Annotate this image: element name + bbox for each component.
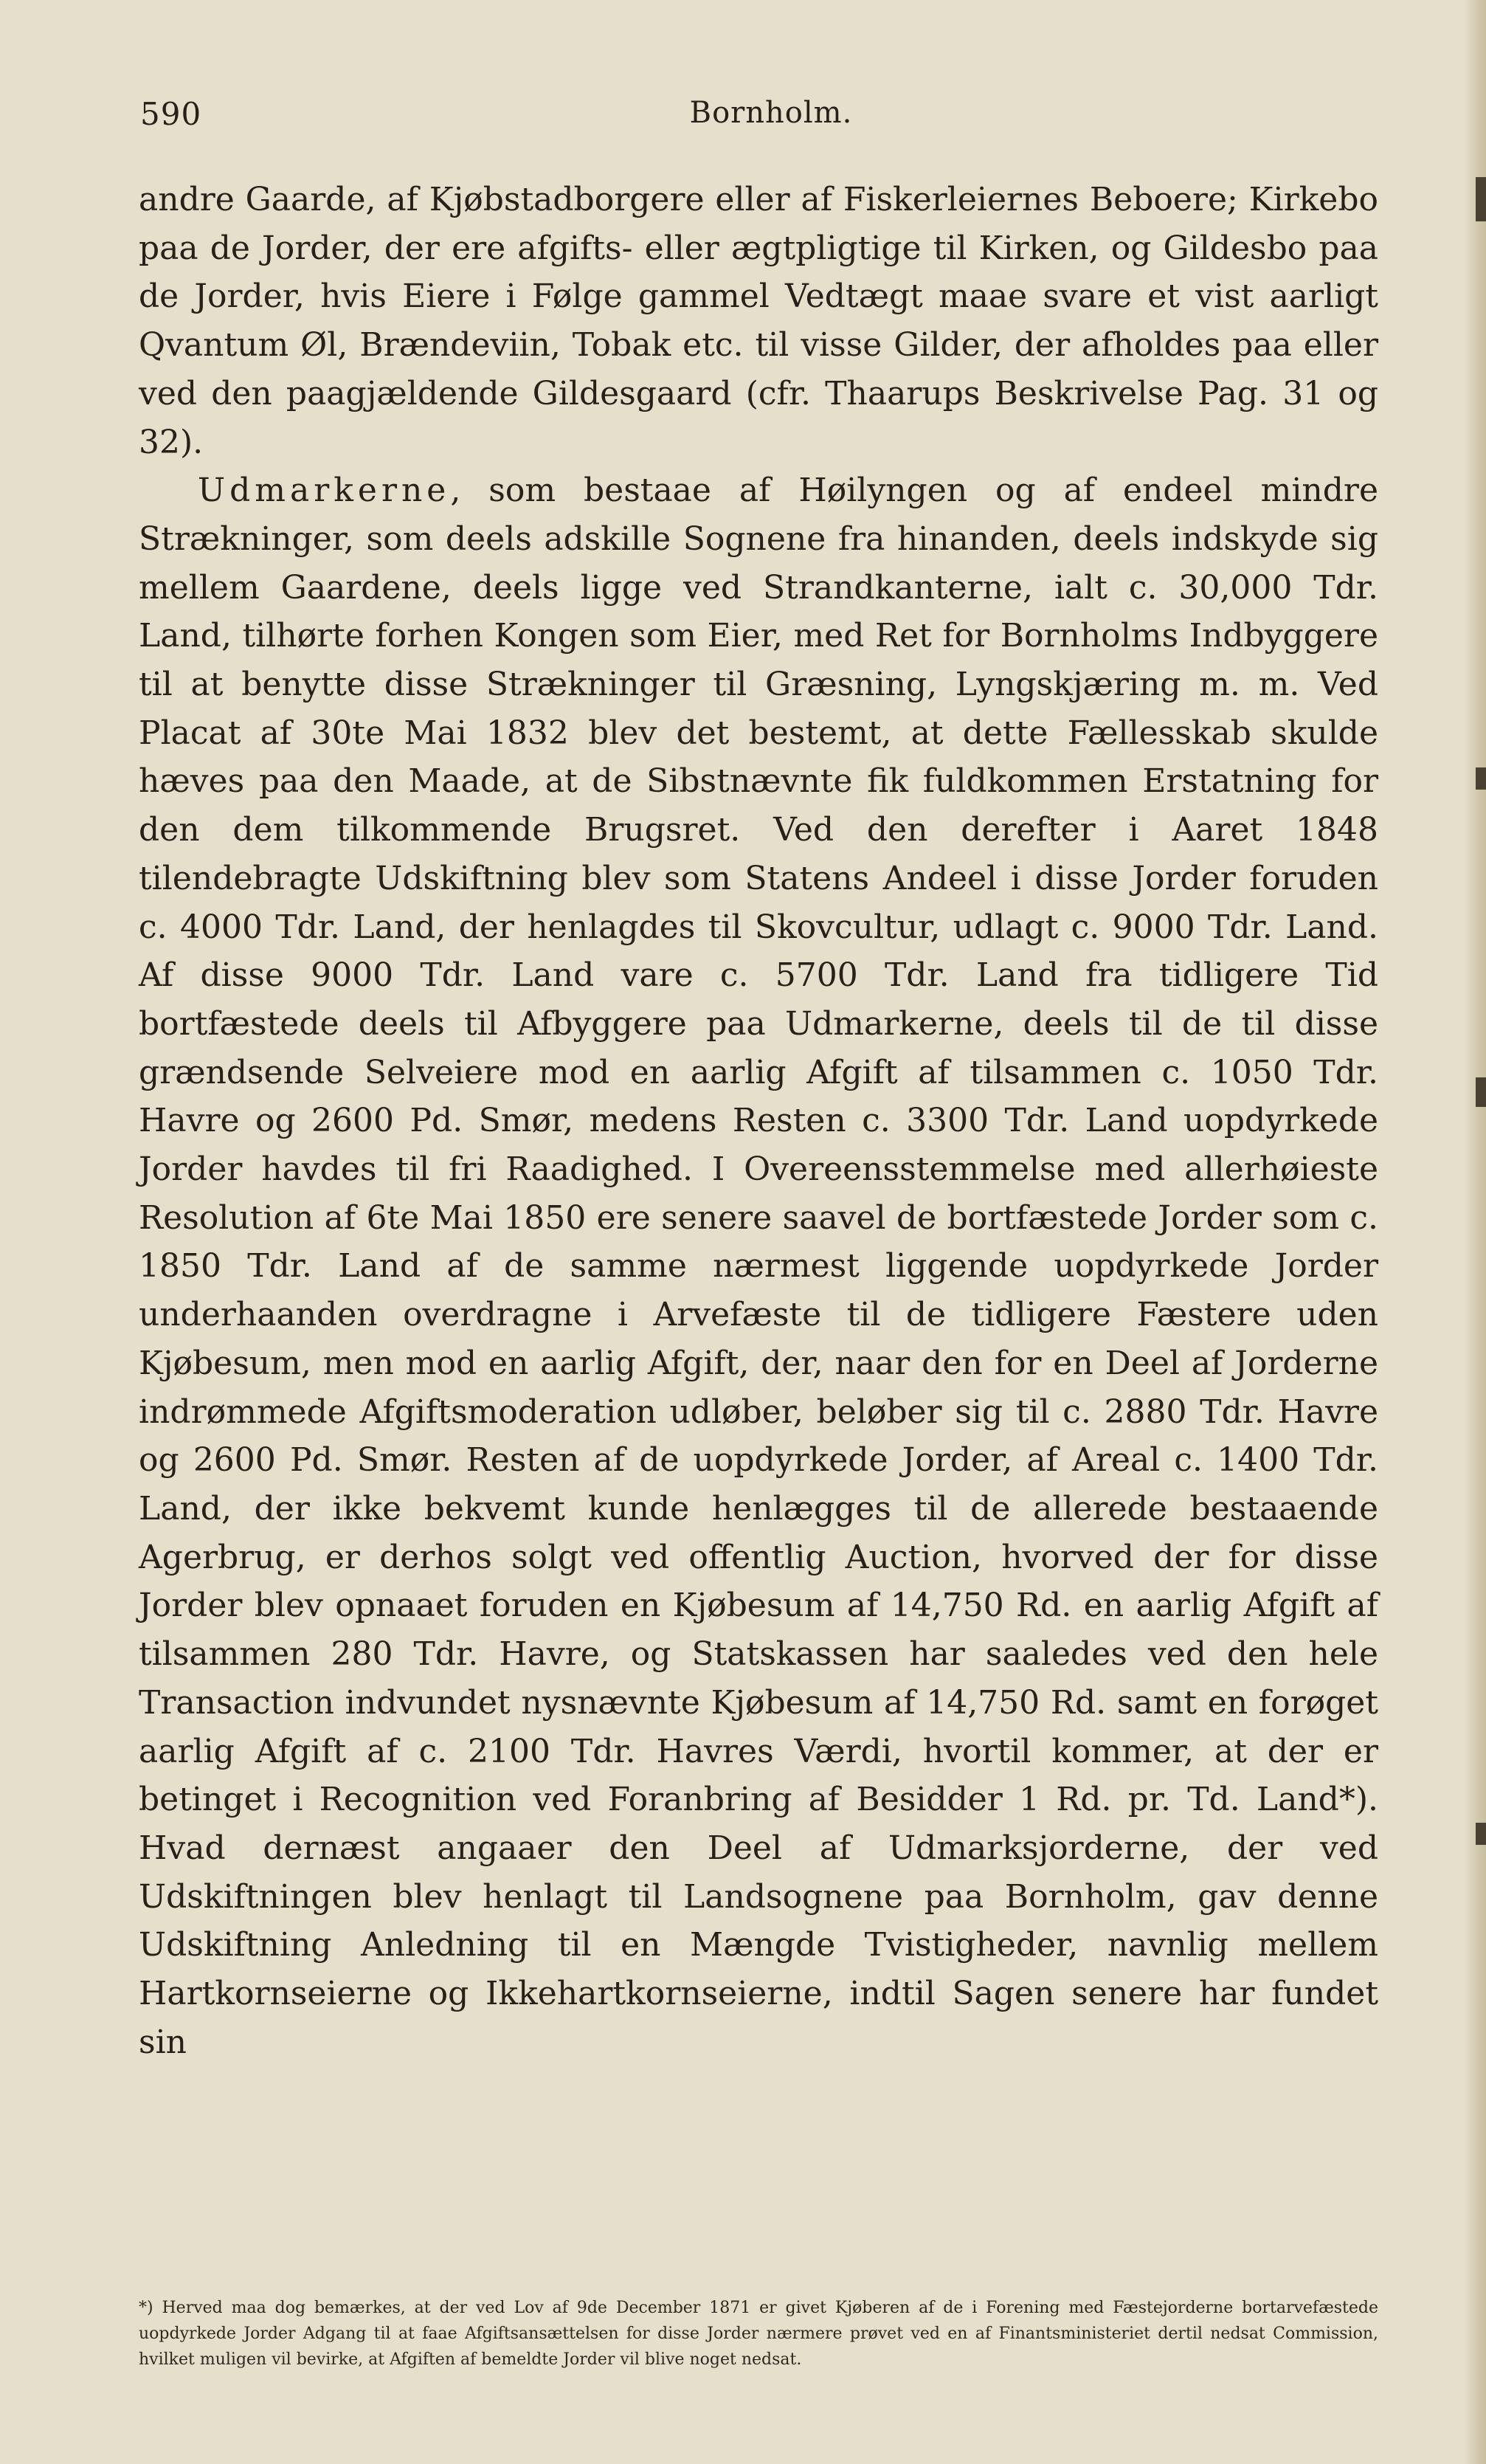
paragraph-1 xyxy=(139,176,1378,466)
scan-mark xyxy=(1476,1077,1486,1107)
footnote-text: *) Herved maa dog bemærkes, at der ved Lov af 9de December 1871 er givet Kjøberen af de i Forening med Fæstejorderne bortarvefæstede uopdyrkede Jorder Adgang til at faae Afgiftsansættelsen for disse Jorder nærmere prøvet ved en af Finantsministeriet dertil nedsat Commission, hvilket muligen vil bevirke, at Afgiften af bemeldte Jorder vil blive noget nedsat. xyxy=(139,2299,1378,2369)
page-header xyxy=(111,96,1431,140)
page-number: 590 xyxy=(140,96,202,132)
scan-mark xyxy=(1476,177,1486,221)
paragraph-2-text: , som bestaae af Høilyngen og af endeel mindre Strækninger, som deels adskille Sognene fra hinanden, deels indskyde sig mellem Gaardene, deels ligge ved Strandkanterne, ialt c. 30,000 Tdr. Land, tilhørte forhen Kongen som Eier, med Ret for Bornholms Indbyggere til at benytte disse Strækninger til Græsning, Lyngskjæring m. m. Ved Placat af 30te Mai 1832 blev det bestemt, at dette Fællesskab skulde hæves paa den Maade, at de Sibstnævnte fik fuldkommen Erstatning for den dem tilkommende Brugsret. Ved den derefter i Aaret 1848 tilendebragte Udskiftning blev som Statens Andeel i disse Jorder foruden c. 4000 Tdr. Land, der henlagdes til Skovcultur, udlagt c. 9000 Tdr. Land. Af disse 9000 Tdr. Land vare c. 5700 Tdr. Land fra tidligere Tid bortfæstede deels til Afbyggere paa Udmarkerne, deels til de til disse grændsende Selveiere mod en aarlig Afgift af tilsammen c. 1050 Tdr. Havre og 2600 Pd. Smør, medens Resten c. 3300 Tdr. Land uopdyrkede Jorder havdes til fri Raadighed. I Overeensstemmelse med allerhøieste Resolution af 6te Mai 1850 ere senere saavel de bortfæstede Jorder som c. 1850 Tdr. Land af de samme nærmest liggende uopdyrkede Jorder underhaanden overdragne i Arvefæste til de tidligere Fæstere uden Kjøbesum, men mod en aarlig Afgift, der, naar den for en Deel af Jorderne indrømmede Afgiftsmoderation udløber, beløber sig til c. 2880 Tdr. Havre og 2600 Pd. Smør. Resten af de uopdyrkede Jorder, af Areal c. 1400 Tdr. Land, der ikke bekvemt kunde henlægges til de allerede bestaaende Agerbrug, er derhos solgt ved offentlig Auction, hvorved der for disse Jorder blev opnaaet foruden en Kjøbesum af 14,750 Rd. en aarlig Afgift af tilsammen 280 Tdr. Havre, og Statskassen har saaledes ved den hele Transaction indvundet nysnævnte Kjøbesum af 14,750 Rd. samt en forøget aarlig Afgift af c. 2100 Tdr. Havres Værdi, hvortil kommer, at der er betinget i Recognition ved Foranbring af Besidder 1 Rd. pr. Td. Land*). Hvad dernæst angaaer den Deel af Udmarksjorderne, der ved Udskiftningen blev henlagt til Landsognene paa Bornholm, gav denne Udskiftning Anledning til en Mængde Tvistigheder, navnlig mellem Hartkornseierne og Ikkehartkornseierne, indtil Sagen senere har fundet sin xyxy=(139,472,1378,2061)
footnote xyxy=(139,2295,1378,2372)
body-text xyxy=(139,176,1378,2066)
paragraph-2-lead: Udmarkerne xyxy=(198,472,451,510)
paragraph-2 xyxy=(139,466,1378,2066)
running-title: Bornholm. xyxy=(689,96,853,130)
page-edge xyxy=(1464,0,1486,2464)
scan-mark xyxy=(1476,767,1486,790)
scan-mark xyxy=(1476,1823,1486,1845)
paragraph-1-text: andre Gaarde, af Kjøbstadborgere eller af Fiskerleiernes Beboere; Kirkebo paa de Jorder, der ere afgifts- eller ægtpligtige til Kirken, og Gildesbo paa de Jorder, hvis Eiere i Følge gammel Vedtægt maae svare et vist aarligt Qvantum Øl, Brændeviin, Tobak etc. til visse Gilder, der afholdes paa eller ved den paagjældende Gildesgaard (cfr. Thaarups Beskrivelse Pag. 31 og 32). xyxy=(139,181,1378,461)
